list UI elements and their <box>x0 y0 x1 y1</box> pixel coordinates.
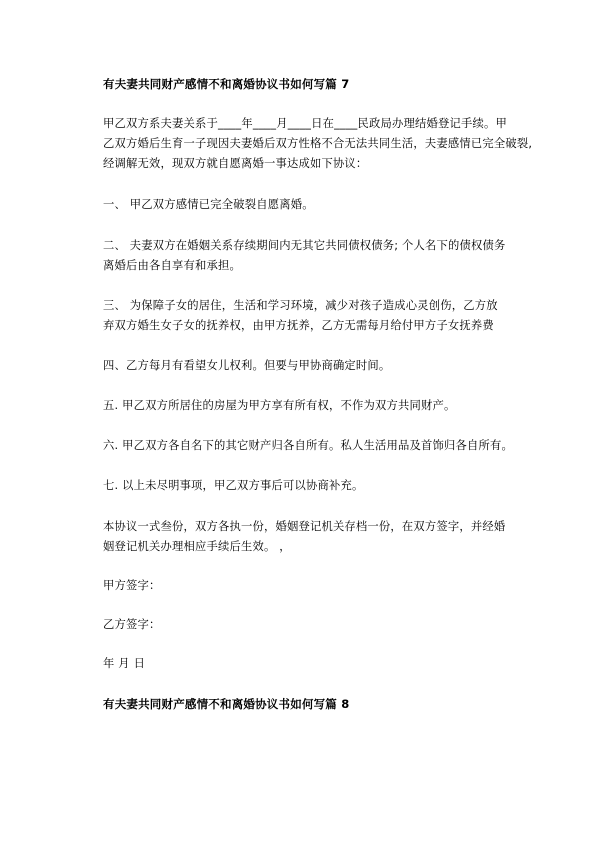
closing-line-1: 本协议一式叁份，双方各执一份，婚姻登记机关存档一份，在双方签字，并经婚 <box>103 520 506 533</box>
clause-3-line-1: 三、 为保障子女的居住，生活和学习环境，减少对孩子造成心灵创伤，乙方放 <box>103 299 498 312</box>
intro-line-1: 甲乙双方系夫妻关系于____年____月____日在____民政局办理结婚登记手续。甲 <box>103 117 507 130</box>
party-b-signature: 乙方签字： <box>103 618 161 631</box>
closing-line-2: 姻登记机关办理相应手续后生效。 ， <box>103 540 291 553</box>
clause-7: 七. 以上未尽明事项，甲乙双方事后可以协商补充。 <box>103 479 364 492</box>
signature-date: 年 月 日 <box>103 657 146 670</box>
clause-1: 一、 甲乙双方感情已完全破裂自愿离婚。 <box>103 198 314 211</box>
clause-3-line-2: 弃双方婚生女子女的抚养权，由甲方抚养，乙方无需每月给付甲方子女抚养费 <box>103 319 494 332</box>
clause-2-line-2: 离婚后由各自享有和承担。 <box>103 259 241 272</box>
intro-line-2: 乙双方婚后生育一子现因夫妻婚后双方性格不合无法共同生活，夫妻感情已完全破裂, <box>103 137 533 150</box>
clause-2-line-1: 二、 夫妻双方在婚姻关系存续期间内无其它共同债权债务; 个人名下的债权债务 <box>103 239 506 252</box>
clause-4: 四、乙方每月有看望女儿权利。但要与甲协商确定时间。 <box>103 359 391 372</box>
clause-5: 五. 甲乙双方所居住的房屋为甲方享有所有权，不作为双方共同财产。 <box>103 399 456 412</box>
intro-line-3: 经调解无效，现双方就自愿离婚一事达成如下协议： <box>103 157 368 170</box>
section-8-title: 有夫妻共同财产感情不和离婚协议书如何写篇 8 <box>103 697 350 711</box>
party-a-signature: 甲方签字： <box>103 579 161 592</box>
section-7-title: 有夫妻共同财产感情不和离婚协议书如何写篇 7 <box>103 77 350 91</box>
clause-6: 六. 甲乙双方各自名下的其它财产归各自所有。私人生活用品及首饰归各自所有。 <box>103 439 513 452</box>
